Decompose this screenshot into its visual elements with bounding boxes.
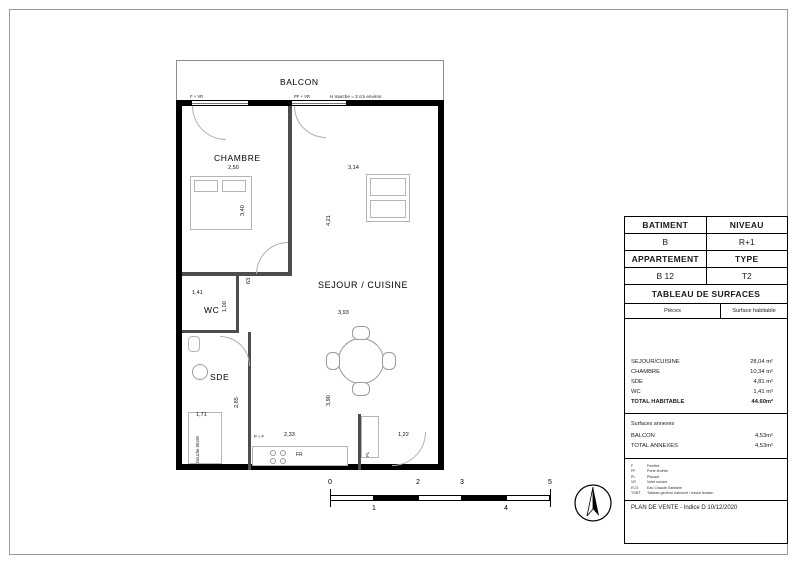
legend-key: VR [631,480,636,485]
surfaces-list [625,319,787,413]
plan-footer: PLAN DE VENTE - Indice D 10/12/2020 [625,500,787,514]
type-value: T2 [741,271,752,281]
dim-chambre-depth: 3,40 [240,205,246,216]
door-arc-sejour [294,106,326,138]
scale-label-0: 0 [328,479,332,486]
scale-label-5: 5 [548,479,552,486]
scale-label-2: 2 [416,479,420,486]
dim-hall-small: 63 [246,277,252,284]
surface-row [625,377,787,387]
wc-toilet [188,336,200,352]
dim-sde-depth: 2,85 [234,397,240,408]
legend-desc: Placard [647,474,660,479]
appartement-label: APPARTEMENT [625,251,707,267]
appartement-value: B 12 [625,268,707,284]
legend-key: PL [631,474,636,479]
surface-value: 10,34 m² [750,369,773,375]
balcony-slab-right [346,100,438,104]
sde-sink [192,364,208,380]
balcony-slab-left [248,100,292,104]
wall-left [176,100,182,470]
dim-sejour-depth: 4,21 [326,215,332,226]
niveau-label: NIVEAU [729,220,764,230]
partition-sde-right [248,332,251,470]
annex-row [625,431,787,441]
sde-label: SDE [210,372,230,382]
window-left-note: F + VR [190,94,204,99]
surface-row [625,367,787,377]
balcony-outline-right [443,60,444,102]
legend-desc: Fenêtre [647,464,660,468]
sde-shower-note: Douche 90x90 [195,435,200,463]
dim-kitchen-width: 2,33 [284,432,295,438]
annex-block [625,413,787,458]
annex-name: TOTAL ANNEXES [631,443,678,449]
col-surface: Surface habitable [732,308,776,314]
dim-chambre-width: 2,50 [228,165,239,171]
balcony-outline-top [176,60,444,61]
partition-wc-bottom [182,330,239,333]
door-pf-label: P + F [254,434,265,439]
dining-table [338,338,384,384]
partition-wc-right [236,276,239,332]
window-chambre-line [192,103,248,104]
dim-sejour-lower-width: 3,93 [338,310,349,316]
cooktop-burner-2 [280,450,286,456]
fridge-label: FR [296,452,303,458]
surface-total-value: 44.60m² [751,399,773,405]
dim-sejour-lower-depth: 3,90 [326,395,332,406]
niveau-value: R+1 [738,237,755,247]
legend-row [631,491,781,496]
dining-chair-right [382,352,396,370]
batiment-value: B [625,234,707,250]
annex-name: BALCON [631,433,655,439]
surfaces-column-headers [625,304,787,319]
legend-desc: Volet roulant [647,480,667,485]
legend-desc: Porte-fenêtre [647,469,668,474]
sejour-label: SEJOUR / CUISINE [318,280,409,290]
row-appartement-value [625,268,787,285]
bed-pillow-left [194,180,218,192]
scale-seg-3 [418,495,462,501]
dim-wc-width: 1,41 [192,290,203,296]
dim-entry-width: 1,22 [398,432,409,438]
legend-key: TGBT [631,491,641,496]
balcony-label: BALCON [280,77,319,87]
bed-pillow-right [222,180,246,192]
compass-icon [572,482,614,524]
scale-label-3: 3 [460,479,464,486]
batiment-label: BATIMENT [625,217,707,233]
window-mid-note: PF + VR [294,94,310,99]
annex-title: Surfaces annexes [631,421,675,427]
surface-value: 28,04 m² [750,359,773,365]
surface-total-name: TOTAL HABITABLE [631,399,685,405]
dim-sde-width: 1,71 [196,412,207,418]
scale-label-4: 4 [504,505,508,512]
col-pieces: Pièces [625,304,721,318]
window-sejour-line [292,103,346,104]
sde-shower [188,412,222,464]
legend-key: PF [631,469,636,474]
legend-desc: Eau Chaude Sanitaire [647,485,683,490]
annex-value: 4,53m² [754,443,773,449]
surface-value: 4,81 m² [753,379,773,385]
surfaces-title: TABLEAU DE SURFACES [625,285,787,304]
surface-row [625,357,787,367]
dining-chair-left [326,352,340,370]
legend-key: F [631,464,634,468]
cooktop-burner-4 [280,458,286,464]
scale-bar [328,479,562,519]
surface-name: SEJOUR/CUISINE [631,359,680,365]
floor-plan [170,60,460,490]
wc-label: WC [204,305,220,315]
chambre-label: CHAMBRE [214,153,261,163]
dim-sejour-width: 3,14 [348,165,359,171]
row-batiment-header [625,217,787,234]
scale-seg-2 [374,495,418,501]
wall-right [438,100,444,470]
sofa-cushion-top [370,178,406,196]
scale-tick-5 [550,489,551,507]
annex-value: 4,53m² [754,433,773,439]
row-appartement-header [625,251,787,268]
door-arc-chambre-hall [256,242,288,274]
dining-chair-bottom [352,382,370,396]
scale-seg-4 [462,495,506,501]
surface-name: SDE [631,379,643,385]
cooktop-burner-3 [270,458,276,464]
sofa-cushion-bottom [370,200,406,218]
surface-name: CHAMBRE [631,369,660,375]
balcony-outline-left [176,60,177,102]
surface-row [625,387,787,397]
surface-name: WC [631,389,641,395]
surface-value: 1,41 m² [753,389,773,395]
scale-label-1: 1 [372,505,376,512]
door-arc-chambre [192,106,226,140]
step-note: H marche = 3 cm environ [330,94,382,99]
type-label: TYPE [735,254,759,264]
scale-seg-1 [330,495,374,501]
surface-total-row [625,397,787,407]
entry-closet-note: PL [365,451,370,457]
cooktop-burner-1 [270,450,276,456]
door-arc-sde [220,336,250,366]
scale-seg-5 [506,495,550,501]
annex-row [625,441,787,451]
legend-block [625,458,787,500]
dim-wc-depth: 1,00 [222,301,228,312]
entry-closet [361,416,379,458]
row-batiment-value [625,234,787,251]
dining-chair-top [352,326,370,340]
legend-desc: Tableau général d'abonné / basse tension [647,491,714,496]
partition-chambre-sejour [288,106,292,246]
legend-key: ECS [631,485,639,490]
info-table [624,216,788,544]
